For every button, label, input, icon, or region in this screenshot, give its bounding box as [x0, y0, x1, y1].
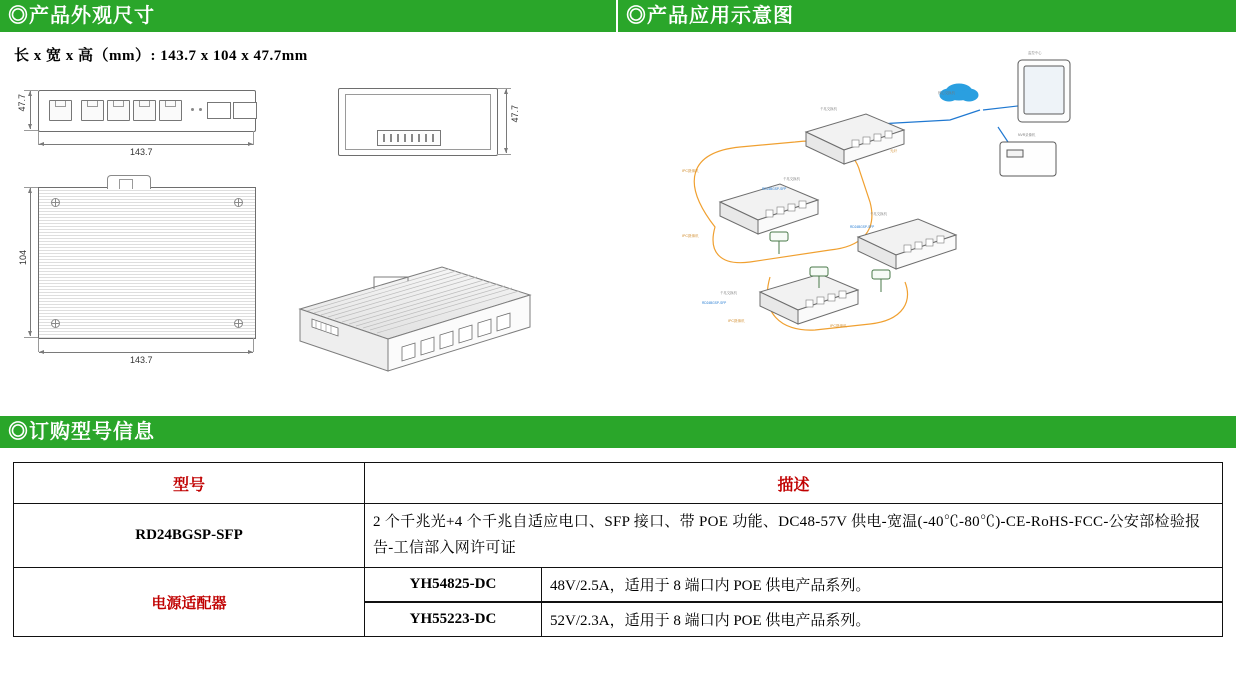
adapter-subtable [365, 603, 1222, 636]
width-dimension-arrow [39, 352, 253, 353]
height-dimension-arrow [506, 89, 507, 153]
side-height-label: 47.7 [510, 105, 520, 123]
rj45-port-icon [133, 100, 156, 121]
sfp-port-icon [207, 102, 231, 119]
svg-text:千兆交换机: 千兆交换机 [720, 291, 737, 295]
svg-text:IPC摄像机: IPC摄像机 [682, 169, 699, 173]
table-row [14, 504, 1223, 568]
extension-line [497, 154, 511, 155]
model-description: 2 个千兆光+4 个千兆自适应电口、SFP 接口、带 POE 功能、DC48-57V 供电-宽温(-40℃-80℃)-CE-RoHS-FCC-公安部检验报告-工信部入网许可证 [365, 504, 1223, 568]
application-diagram-pane [620, 32, 1236, 402]
rj45-port-icon [107, 100, 130, 121]
svg-text:RD24BGSP-SFP: RD24BGSP-SFP [702, 301, 727, 305]
table-row [14, 568, 1223, 603]
adapter-subtable [365, 568, 1222, 602]
extension-line [24, 130, 38, 131]
screw-icon [51, 198, 60, 207]
svg-text:IPC摄像机: IPC摄像机 [830, 324, 847, 328]
column-header-model: 型号 [14, 463, 365, 504]
order-info-table [13, 462, 1223, 637]
top-height-label: 104 [18, 250, 28, 266]
column-header-description: 描述 [365, 463, 1223, 504]
front-height-label: 47.7 [17, 94, 27, 112]
adapter-row [365, 603, 1222, 636]
svg-text:IPC摄像机: IPC摄像机 [728, 319, 745, 323]
top-view-drawing [38, 187, 256, 339]
screw-icon [234, 319, 243, 328]
svg-text:核心交换机: 核心交换机 [938, 91, 955, 95]
isometric-product-view [290, 247, 540, 387]
svg-text:光纤: 光纤 [890, 149, 898, 153]
adapter-row [365, 568, 1222, 602]
mount-tab-small-icon [119, 179, 133, 189]
svg-text:千兆交换机: 千兆交换机 [783, 177, 800, 181]
table-header-row [14, 463, 1223, 504]
front-view-drawing [38, 90, 256, 132]
dimensions-drawings-pane [0, 32, 620, 402]
rj45-port-icon [159, 100, 182, 121]
extension-line [253, 338, 254, 352]
model-value: RD24BGSP-SFP [14, 504, 365, 568]
led-indicator-icon [191, 108, 194, 111]
dimensions-section-title: ◎产品外观尺寸 [0, 0, 616, 32]
top-width-label: 143.7 [130, 355, 153, 365]
svg-text:千兆交换机: 千兆交换机 [820, 107, 837, 111]
power-adapter-label: 电源适配器 [14, 568, 365, 637]
sfp-port-icon [233, 102, 257, 119]
svg-text:监控中心: 监控中心 [1028, 51, 1042, 55]
screw-icon [234, 198, 243, 207]
adapter-description: 52V/2.3A，适用于 8 端口内 POE 供电产品系列。 [542, 603, 1223, 636]
height-dimension-arrow [30, 91, 31, 129]
order-section-title: ◎订购型号信息 [0, 416, 1236, 448]
terminal-block-icon [377, 130, 441, 146]
content-row [0, 32, 1236, 402]
depth-dimension-arrow [30, 188, 31, 336]
dimension-text: 长 x 宽 x 高（mm）: 143.7 x 104 x 47.7mm [14, 48, 308, 64]
screw-icon [51, 319, 60, 328]
front-width-label: 143.7 [130, 147, 153, 157]
adapter-description: 48V/2.5A，适用于 8 端口内 POE 供电产品系列。 [542, 568, 1223, 602]
svg-text:RD24BGSP-SFP: RD24BGSP-SFP [850, 225, 875, 229]
network-topology-diagram [620, 32, 1236, 402]
top-section-headers [0, 0, 1236, 32]
led-indicator-icon [199, 108, 202, 111]
extension-line [253, 131, 254, 145]
side-view-drawing [338, 88, 498, 156]
svg-text:NVR录像机: NVR录像机 [1018, 133, 1036, 137]
rj45-port-icon [81, 100, 104, 121]
order-section-header-wrap [0, 416, 1236, 448]
svg-text:IPC摄像机: IPC摄像机 [682, 234, 699, 238]
extension-line [38, 131, 39, 145]
svg-text:RD24BGSP-SFP: RD24BGSP-SFP [762, 187, 787, 191]
width-dimension-arrow [39, 144, 253, 145]
application-section-title: ◎产品应用示意图 [618, 0, 1236, 32]
adapter-model: YH55223-DC [365, 603, 542, 636]
extension-line [24, 337, 38, 338]
adapter-model: YH54825-DC [365, 568, 542, 602]
rj45-port-icon [49, 100, 72, 121]
extension-line [38, 338, 39, 352]
svg-text:千兆交换机: 千兆交换机 [870, 212, 887, 216]
